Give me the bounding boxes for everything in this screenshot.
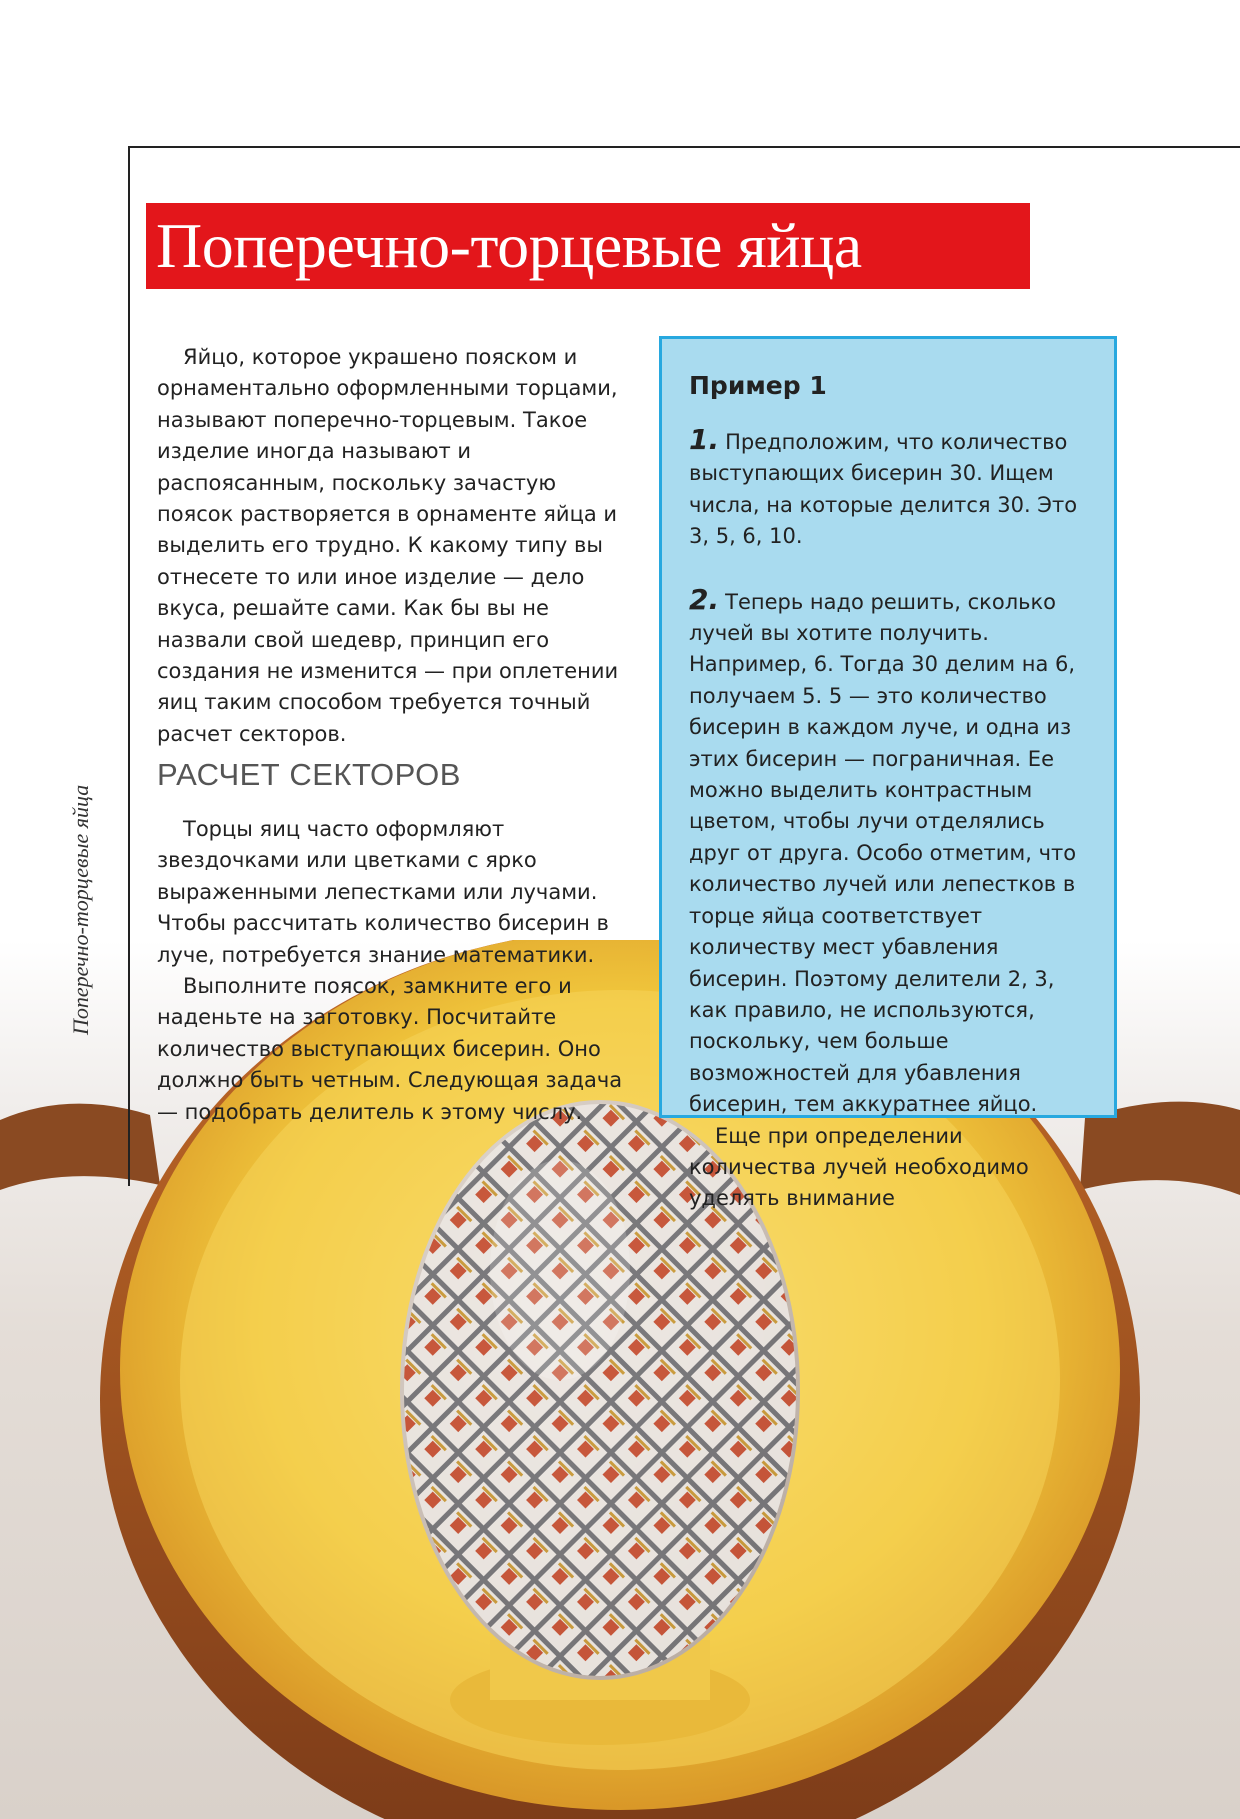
step-number: 2.: [689, 582, 720, 616]
example-box: [659, 336, 1117, 1211]
example-title: Пример 1: [689, 371, 827, 400]
example-step: [689, 584, 1094, 1121]
section-paragraph: Выполните поясок, замкните его и наденьте на заготовку. Посчитайте количество выступающих бисерин. Оно должно быть четным. Следующая задача — подобрать делитель к этому числу.: [157, 974, 623, 1124]
section-heading: РАСЧЕТ СЕКТОРОВ: [157, 757, 461, 792]
step-text: Предположим, что количество выступающих бисерин 30. Ищем числа, на которые делится 30. Это 3, 5, 6, 10.: [689, 430, 1078, 549]
title-banner: [146, 203, 1030, 289]
frame-left-line: [128, 146, 130, 1186]
example-tail: Еще при определении количества лучей необходимо уделять внимание: [689, 1123, 1029, 1211]
section-paragraph: Торцы яиц часто оформляют звездочками или цветками с ярко выраженными лепестками или лучами. Чтобы рассчитать количество бисерин в луче, потребуется знание математики.: [157, 817, 609, 967]
example-step: [689, 424, 1094, 553]
intro-paragraph: Яйцо, которое украшено пояском и орнаментально оформленными торцами, называют поперечно-торцевым. Такое изделие иногда называют и распоясанным, поскольку зачастую поясок растворяется в орнаменте яйца и выделить его трудно. К какому типу вы отнесете то или иное изделие — дело вкуса, решайте сами. Как бы вы не назвали свой шедевр, принцип его создания не изменится — при оплетении яиц таким способом требуется точный расчет секторов.: [157, 345, 619, 746]
step-text: Теперь надо решить, сколько лучей вы хотите получить. Например, 6. Тогда 30 делим на 6, получаем 5. 5 — это количество бисерин в каждом луче, и одна из этих бисерин — пограничная. Ее можно выделить контрастным цветом, чтобы лучи отделялись друг от друга. Особо отметим, что количество лучей или лепестков в торце яйца соответствует количеству мест убавления бисерин. Поэтому делители 2, 3, как правило, не используются, поскольку, чем больше возможностей для убавления бисерин, тем аккуратнее яйцо.: [689, 589, 1077, 1117]
running-header: Поперечно-торцевые яйца: [68, 784, 93, 1035]
step-number: 1.: [689, 423, 720, 456]
section-column: [157, 814, 627, 1128]
frame-top-line: [128, 146, 1240, 148]
page-title: Поперечно-торцевые яйца: [156, 210, 862, 281]
intro-column: [157, 342, 627, 750]
